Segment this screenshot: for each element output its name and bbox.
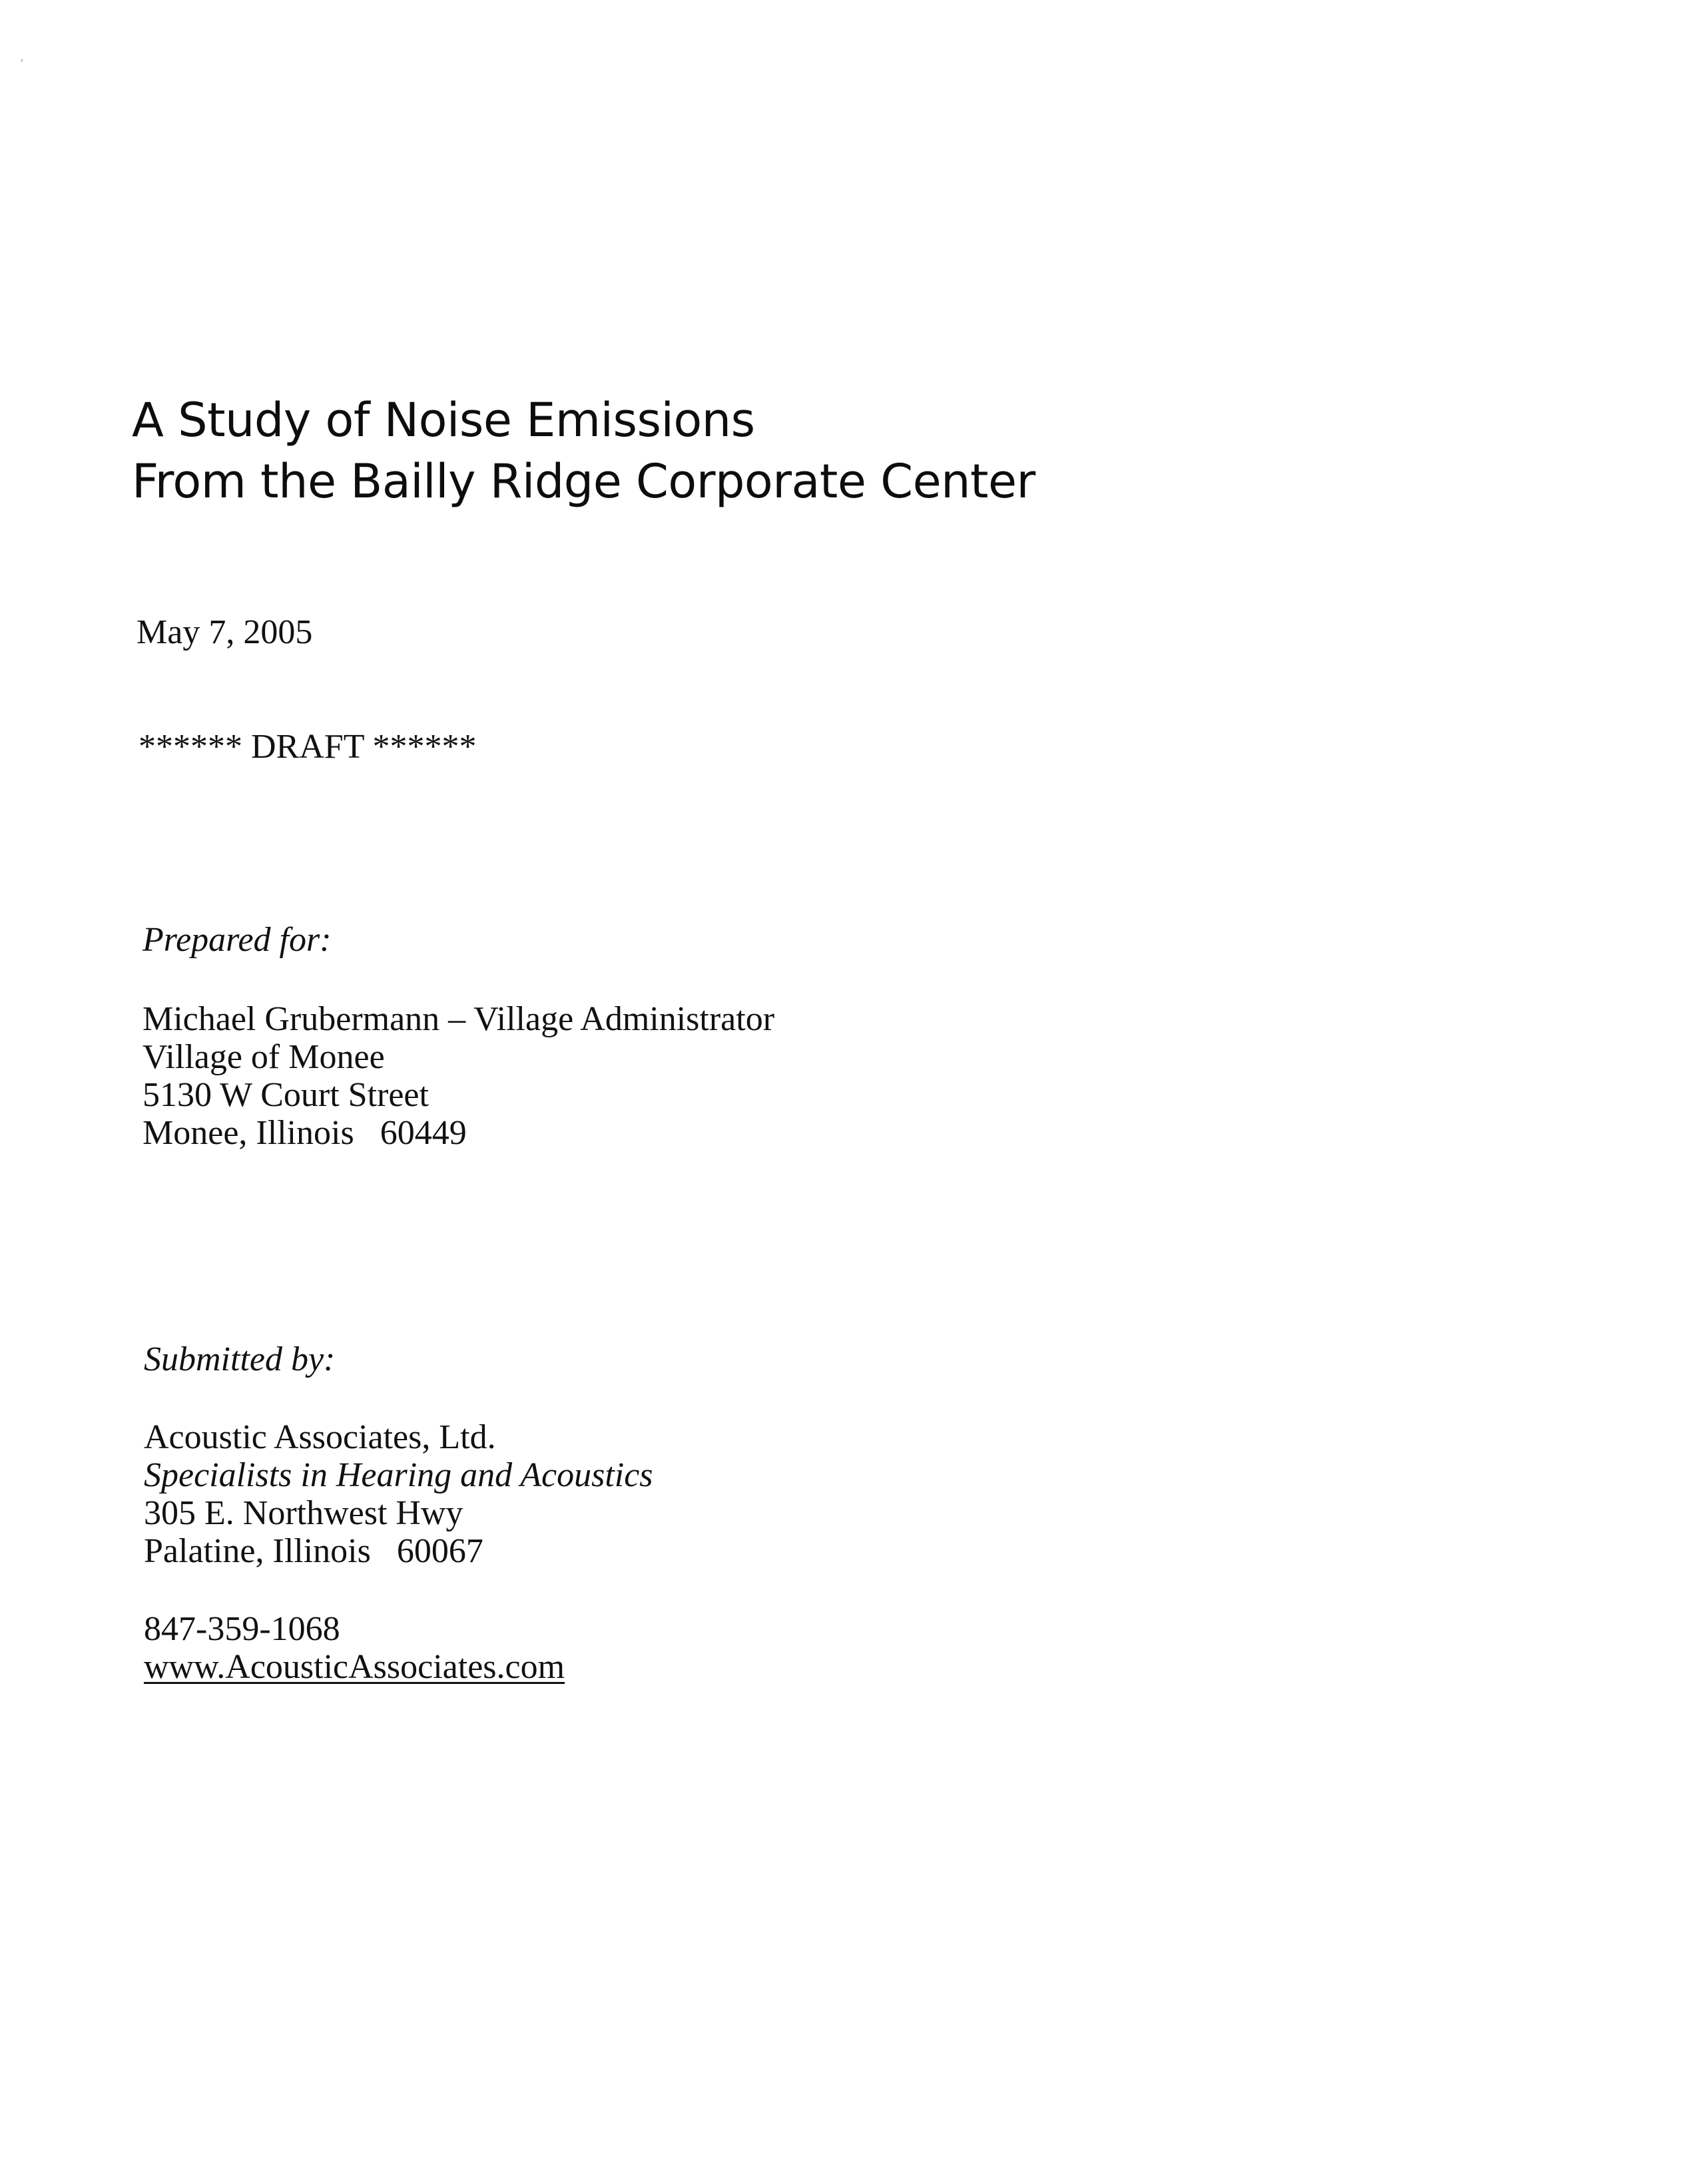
submitter-contact	[144, 1610, 565, 1686]
scan-mark: ʿ	[20, 57, 24, 71]
report-date: May 7, 2005	[137, 613, 313, 651]
recipient-name: Michael Grubermann – Village Administrator	[142, 1000, 775, 1038]
submitter-tagline: Specialists in Hearing and Acoustics	[144, 1456, 653, 1494]
prepared-for-label: Prepared for:	[142, 921, 332, 959]
report-title-line-1: A Study of Noise Emissions	[132, 393, 755, 447]
submitter-city: Palatine, Illinois 60067	[144, 1532, 483, 1570]
report-title-line-2: From the Bailly Ridge Corporate Center	[132, 454, 1035, 509]
submitter-street: 305 E. Northwest Hwy	[144, 1494, 463, 1532]
report-title	[132, 390, 1035, 512]
submitter-website-link[interactable]: www.AcousticAssociates.com	[144, 1648, 565, 1686]
draft-notice: ****** DRAFT ******	[139, 728, 477, 766]
recipient-city: Monee, Illinois 60449	[142, 1114, 467, 1152]
submitter-company: Acoustic Associates, Ltd.	[144, 1418, 496, 1456]
submitter-phone: 847-359-1068	[144, 1610, 340, 1648]
recipient-address	[142, 1000, 774, 1152]
submitter-address	[144, 1418, 653, 1570]
submitted-by-label: Submitted by:	[144, 1340, 336, 1378]
recipient-street: 5130 W Court Street	[142, 1076, 429, 1114]
recipient-organization: Village of Monee	[142, 1038, 385, 1076]
